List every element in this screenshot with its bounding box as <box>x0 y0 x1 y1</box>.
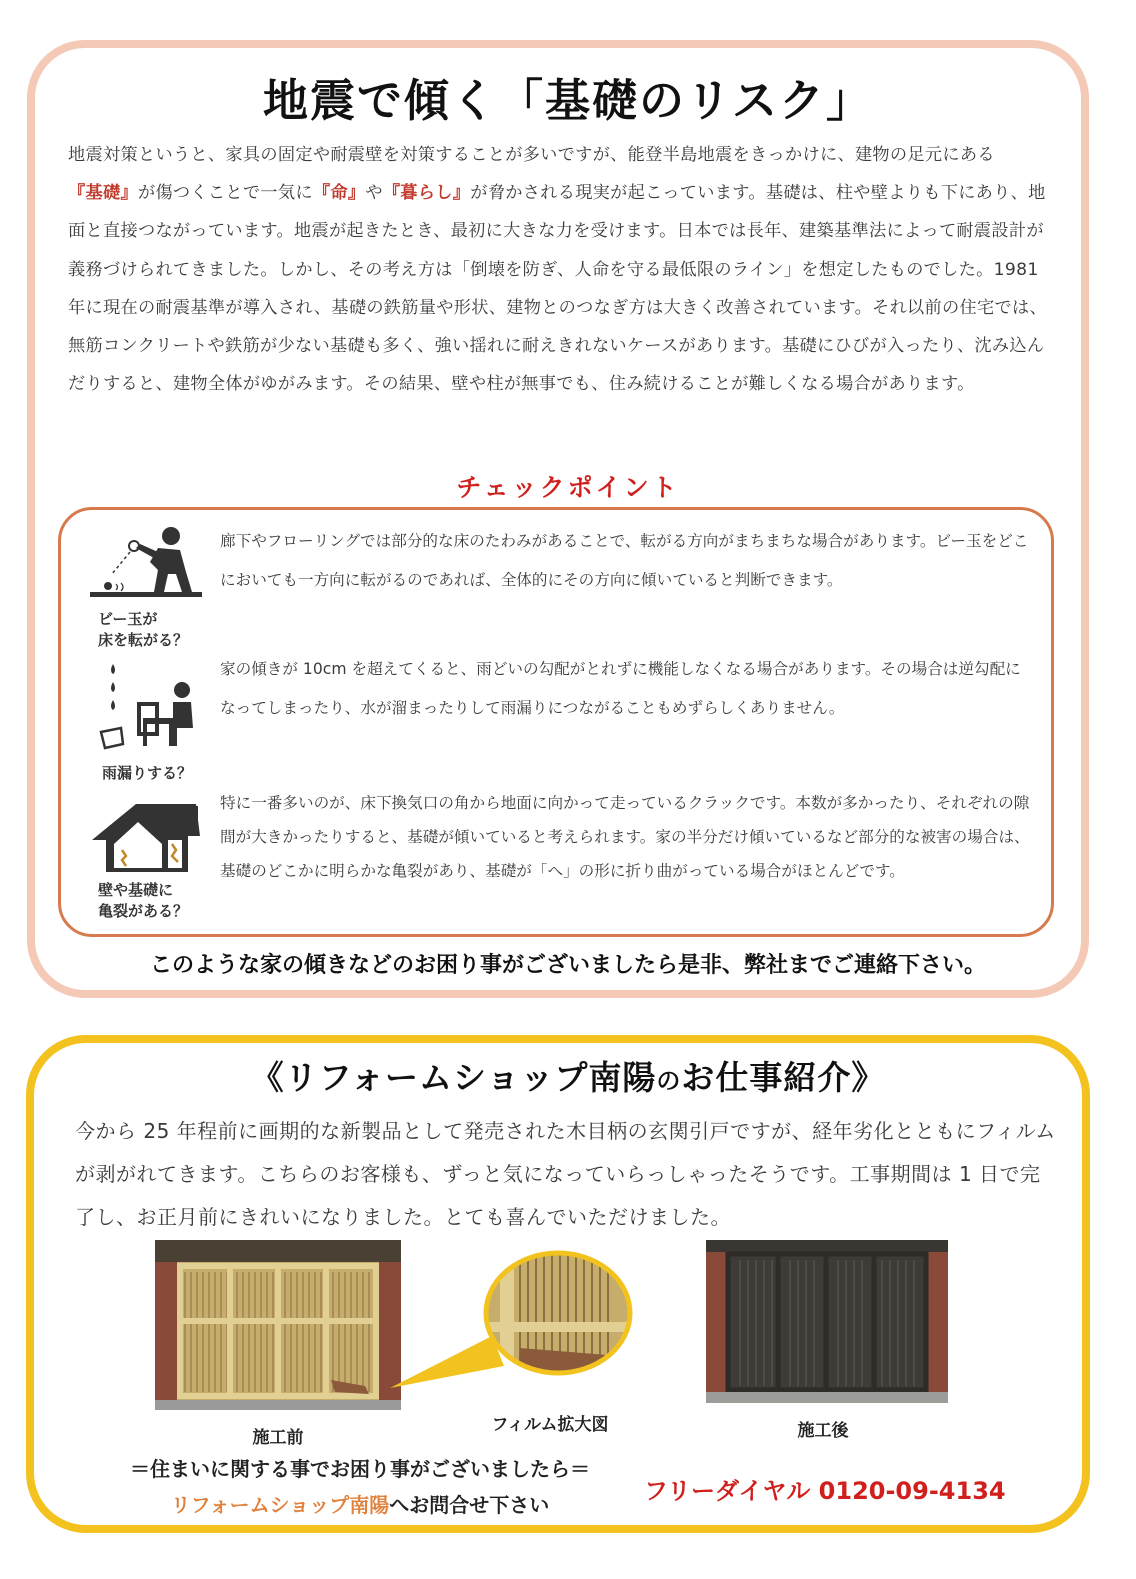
para-emphasis-foundation: 『基礎』 <box>68 183 138 204</box>
freedial-number[interactable]: フリーダイヤル 0120-09-4134 <box>644 1477 1006 1505</box>
before-door-photo <box>155 1240 401 1410</box>
contact-line-1: ＝住まいに関する事でお困り事がございましたら＝ <box>130 1457 590 1481</box>
after-door-photo <box>706 1240 948 1403</box>
closing-statement: このような家の傾きなどのお困り事がございましたら是非、弊社までご連絡下さい。 <box>149 953 986 978</box>
para-text: が脅かされる現実が起こっています。基礎は、柱や壁よりも下にあり、地面と直接つながっています。地震が起きたとき、最初に大きな力を受けます。日本では長年、建築基準法によって耐震設計が義務づけられてきました。しかし、その考え方は「倒壊を防ぎ、人命を守る最低限のライン」を想定したものでした。1981 年に現在の耐震基準が導入され、基礎の鉄筋量や形状、建物とのつなぎ方は大きく改善されています。それ以前の住宅では、無筋コンクリートや鉄筋が少ない基礎も多く、強い揺れに耐えきれないケースがあります。基礎にひびが入ったり、沈み込んだりすると、建物全体がゆがみます。その結果、壁や柱が無事でも、住み続けることが難しくなる場合があります。 <box>68 183 1047 395</box>
after-caption: 施工後 <box>797 1421 849 1441</box>
title-part: お仕事紹介》 <box>681 1058 886 1097</box>
work-intro-title <box>0 1052 1136 1099</box>
film-zoom-callout <box>370 1248 640 1398</box>
caption-line: ビー玉が <box>98 610 158 628</box>
caption-line: 壁や基礎に <box>98 881 174 899</box>
rain-leak-caption: 雨漏りする？ <box>102 764 193 782</box>
marble-caption <box>98 609 188 651</box>
para-emphasis-life: 『命』 <box>312 183 366 204</box>
risk-paragraph <box>68 136 1058 403</box>
shop-name: リフォームショップ南陽 <box>170 1493 390 1517</box>
para-text: や <box>365 183 383 204</box>
caption-line: 亀裂がある？ <box>98 902 189 920</box>
contact-line-2 <box>20 1489 700 1518</box>
before-caption: 施工前 <box>252 1428 304 1448</box>
work-intro-paragraph: 今から 25 年程前に画期的な新製品として発売された木目柄の玄関引戸ですが、経年劣化とともにフィルムが剥がれてきます。こちらのお客様も、ずっと気になっていらっしゃったそうです。工事期間は 1 日で完了し、お正月前にきれいになりました。とても喜んでいただけました。 <box>75 1119 1056 1229</box>
marble-rolling-icon <box>88 524 206 600</box>
rain-leak-icon <box>95 660 205 752</box>
rain-leak-check-text: 家の傾きが 10cm を超えてくると、雨どいの勾配がとれずに機能しなくなる場合があります。その場合は逆勾配になってしまったり、水が溜まったりして雨漏りにつながることもめずらしくありません。 <box>220 660 1021 717</box>
cracked-house-icon <box>92 802 202 874</box>
para-emphasis-living: 『暮らし』 <box>382 183 471 204</box>
marble-check-text: 廊下やフローリングでは部分的な床のたわみがあることで、転がる方向がまちまちな場合があります。ビー玉をどこにおいても一方向に転がるのであれば、全体的にその方向に傾いていると判断できます。 <box>220 532 1029 589</box>
contact-rest: へお問合せ下さい <box>389 1493 550 1517</box>
risk-title: 地震で傾く「基礎のリスク」 <box>262 74 874 127</box>
zoom-caption: フィルム拡大図 <box>491 1415 609 1435</box>
crack-check-text: 特に一番多いのが、床下換気口の角から地面に向かって走っているクラックです。本数が多かったり、それぞれの隙間が大きかったりすると、基礎が傾いていると考えられます。家の半分だけ傾いているなど部分的な被害の場合は、基礎のどこかに明らかな亀裂があり、基礎が「へ」の形に折り曲がっている場合がほとんどです。 <box>220 794 1030 880</box>
para-text: 地震対策というと、家具の固定や耐震壁を対策することが多いですが、能登半島地震をきっかけに、建物の足元にある <box>68 145 995 165</box>
checkpoint-title: チェックポイント <box>456 473 680 502</box>
caption-line: 床を転がる？ <box>98 631 189 649</box>
crack-caption <box>98 880 188 922</box>
title-part: の <box>656 1067 682 1095</box>
para-text: が傷つくことで一気に <box>137 183 313 204</box>
title-part: 《リフォームショップ南陽 <box>250 1058 657 1097</box>
